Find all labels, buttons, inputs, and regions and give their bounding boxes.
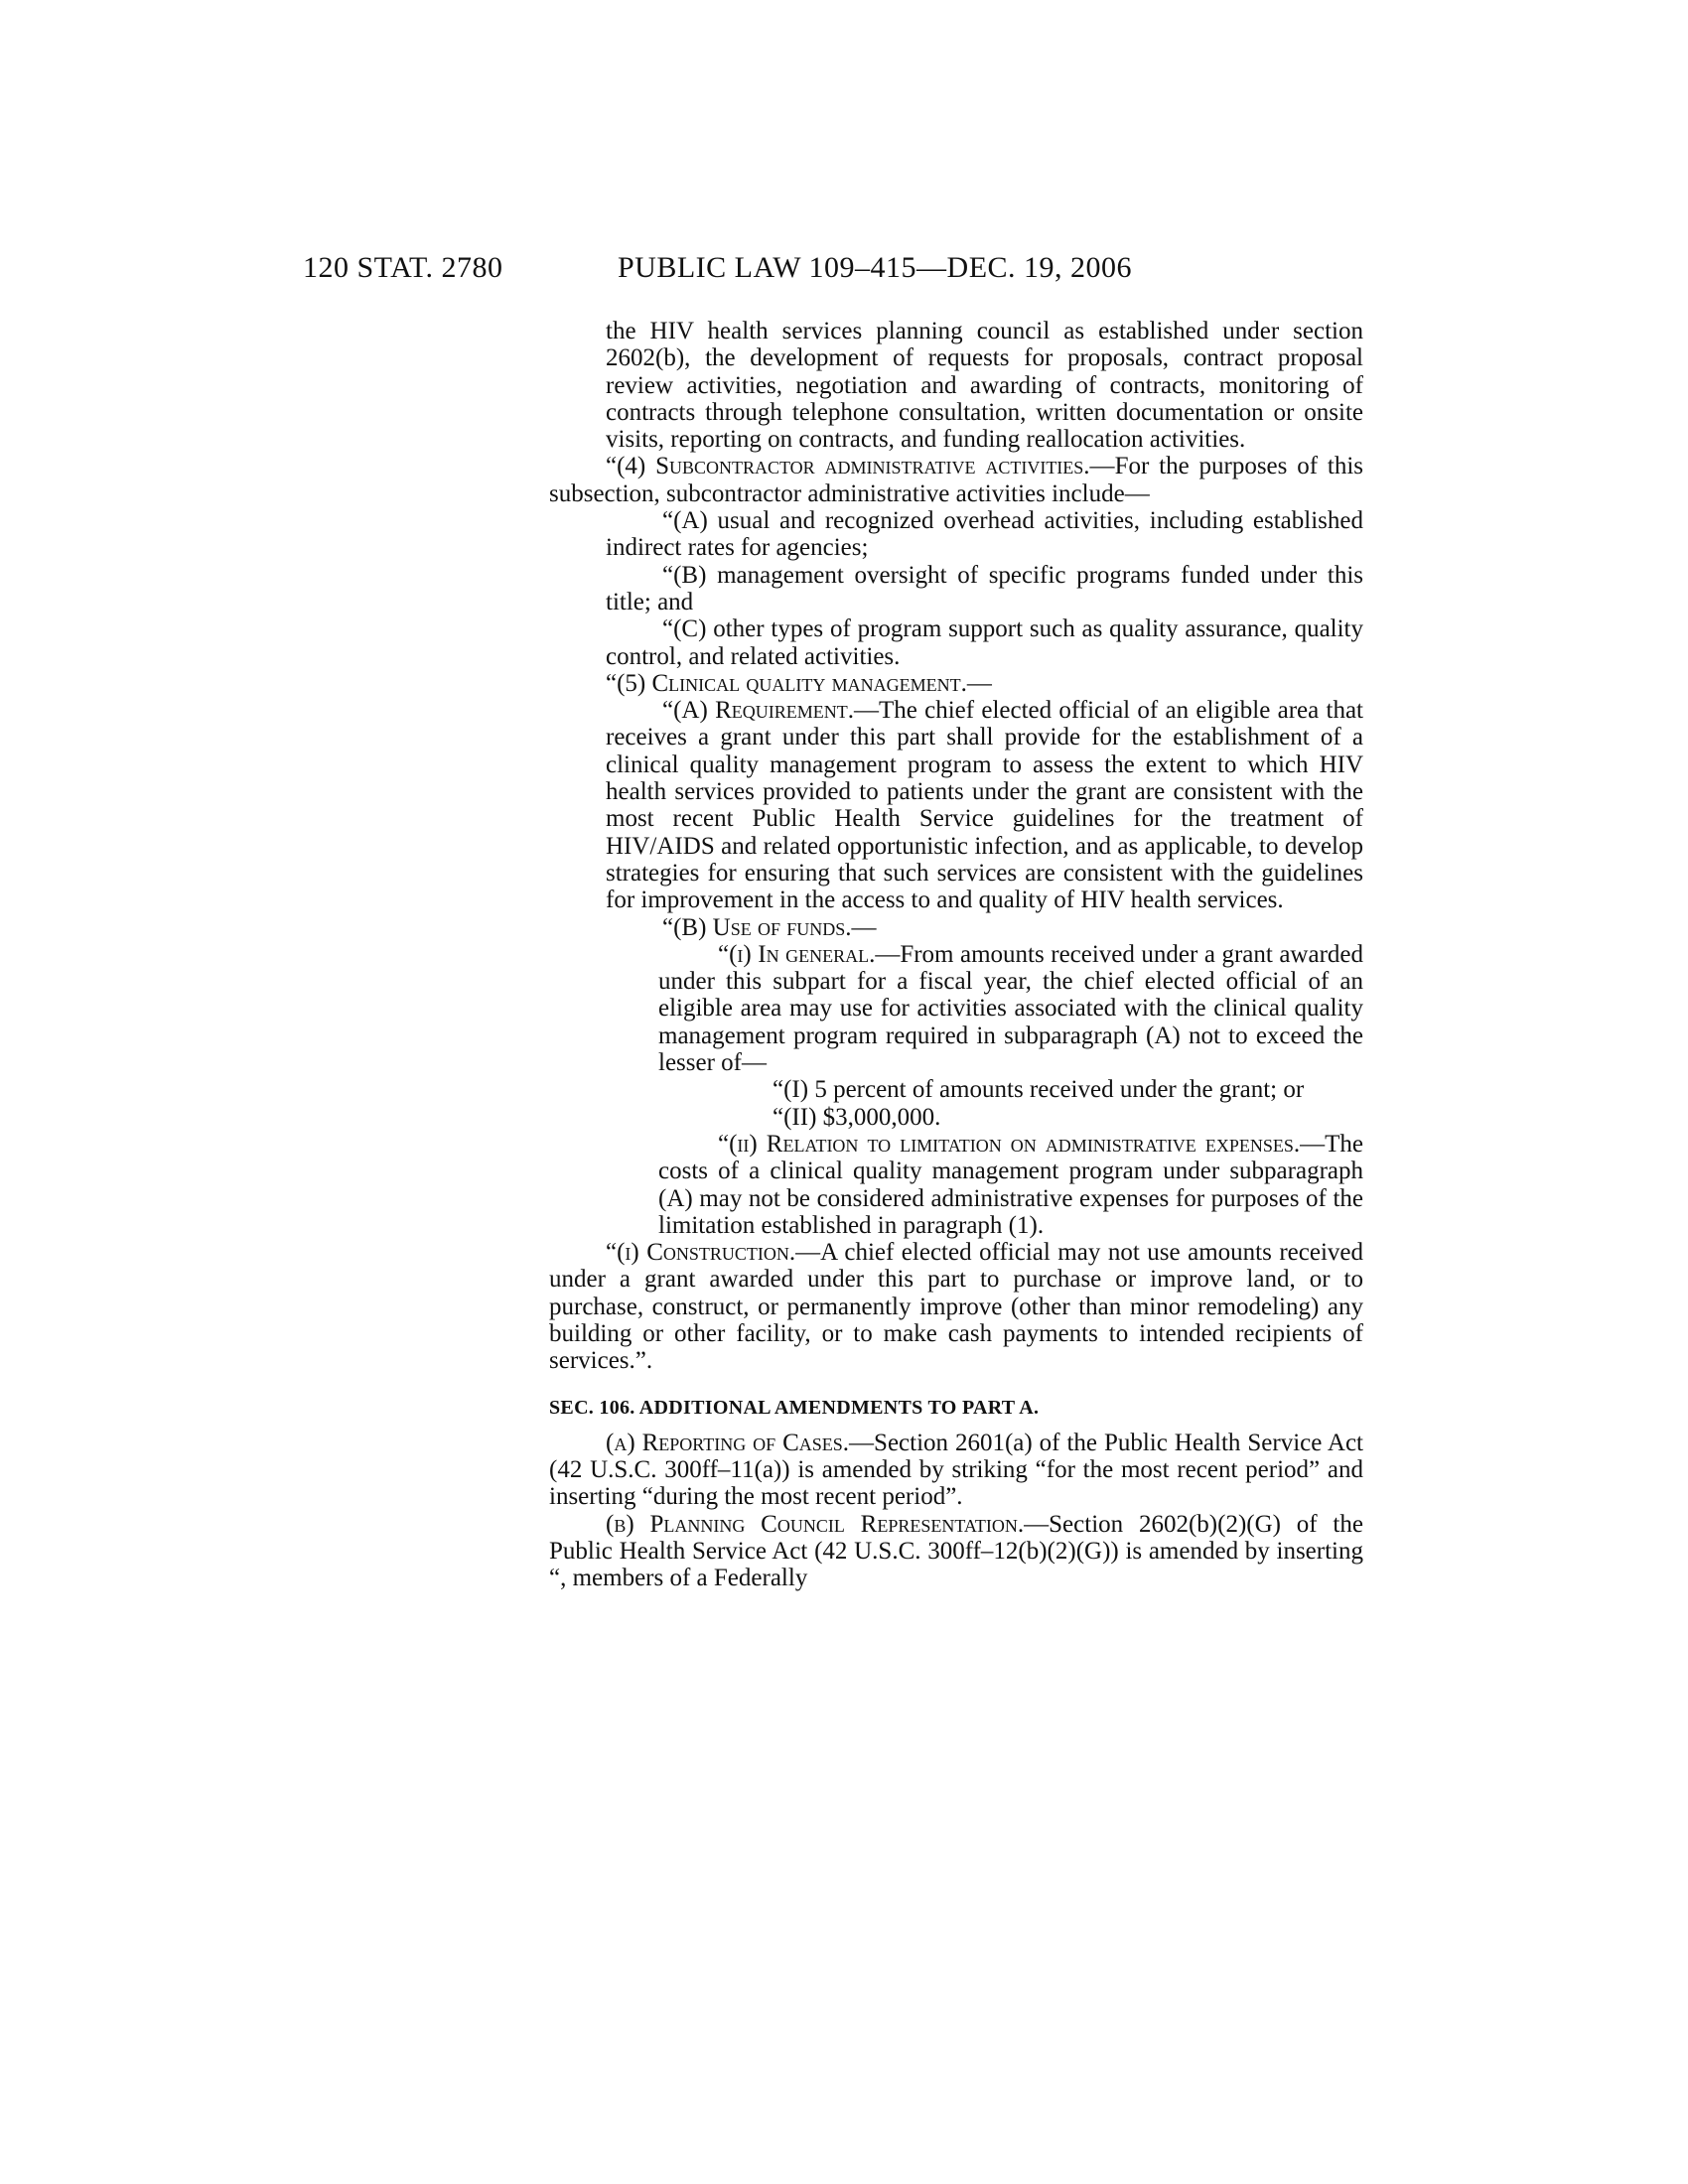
section-106-a-text: Section 2601(a) of the Public Health Service Act (42 U.S.C. 300ff–11(a)) is amended by striking “for the most recent period” and inserting “during the most recent period”. [549,1429,1363,1511]
paragraph-5-B [549,914,1363,941]
paragraph-5-B-i [549,941,1363,1076]
section-106-a [549,1430,1363,1511]
paragraph-5-B-i-I: “(I) 5 percent of amounts received under the grant; or [773,1076,1305,1104]
paragraph-4-C: “(C) other types of program support such as quality assurance, quality control, and related activities. [606,615,1363,670]
paragraph-continuation: the HIV health services planning council as established under section 2602(b), the development of requests for proposals, contract proposal review activities, negotiation and awarding of contracts, monitoring of contracts through telephone consultation, written documentation or onsite visits, reporting on contracts, and funding reallocation activities. [606,318,1363,454]
paragraph-5-B-i-heading: “(i) In general.— [718,940,901,968]
paragraph-5-B-i-text: From amounts received under a grant awarded under this subpart for a fiscal year, the chief elected official of an eligible area may use for activities associated with the clinical quality management program required in subparagraph (A) not to exceed the lesser of— [658,940,1363,1077]
section-heading: SEC. 106. ADDITIONAL AMENDMENTS TO PART A. [549,1396,1040,1419]
statute-text [549,318,1363,1592]
paragraph-4 [549,453,1363,507]
subsection-i-text: A chief elected official may not use amounts received under a grant awarded under this part to purchase or improve land, or to purchase, construct, or permanently improve (other than minor remodeling) any building or other facility, or to make cash payments to intended recipients of services.”. [549,1239,1363,1375]
paragraph-4-heading: “(4) Subcontractor administrative activities.— [606,453,1115,480]
paragraph-5-B-ii [549,1131,1363,1239]
paragraph-5-B-ii-heading: “(ii) Relation to limitation on administrative expenses.— [718,1130,1326,1158]
paragraph-5-B-ii-text: The costs of a clinical quality management program under subparagraph (A) may not be considered administrative expenses for purposes of the limitation established in paragraph (1). [658,1130,1363,1239]
section-106-b-text: Section 2602(b)(2)(G) of the Public Health Service Act (42 U.S.C. 300ff–12(b)(2)(G)) is amended by inserting “, members of a Federally [549,1510,1363,1592]
paragraph-5-heading: “(5) Clinical quality management.— [606,669,992,697]
subsection-i-heading: “(i) Construction.— [606,1239,821,1267]
paragraph-4-B: “(B) management oversight of specific programs funded under this title; and [606,561,1363,615]
paragraph-4-text: For the purposes of this subsection, subcontractor administrative activities include— [549,453,1363,507]
paragraph-5-B-i-II: “(II) $3,000,000. [773,1103,941,1131]
stat-reference: 120 STAT. 2780 [303,251,503,284]
section-106-a-heading: (a) Reporting of Cases.— [606,1429,875,1456]
paragraph-5-A-text: The chief elected official of an eligible area that receives a grant under this part shall provide for the establishment of a clinical quality management program to assess the extent to which HIV health services provided to patients under the grant are consistent with the most recent Public Health Service guidelines for the treatment of HIV/AIDS and related opportunistic infection, and as applicable, to develop strategies for ensuring that such services are consistent with the guidelines for improvement in the access to and quality of HIV health services. [606,697,1363,914]
running-title: PUBLIC LAW 109–415—DEC. 19, 2006 [618,251,1133,284]
subsection-i [549,1239,1363,1374]
section-106-b-heading: (b) Planning Council Representation.— [606,1510,1050,1538]
paragraph-5-A [549,697,1363,913]
paragraph-5-A-heading: “(A) Requirement.— [662,697,879,725]
paragraph-5 [549,670,1363,697]
paragraph-4-A: “(A) usual and recognized overhead activities, including established indirect rates for agencies; [606,507,1363,562]
section-106-b [549,1511,1363,1592]
paragraph-5-B-heading: “(B) Use of funds.— [662,913,877,941]
